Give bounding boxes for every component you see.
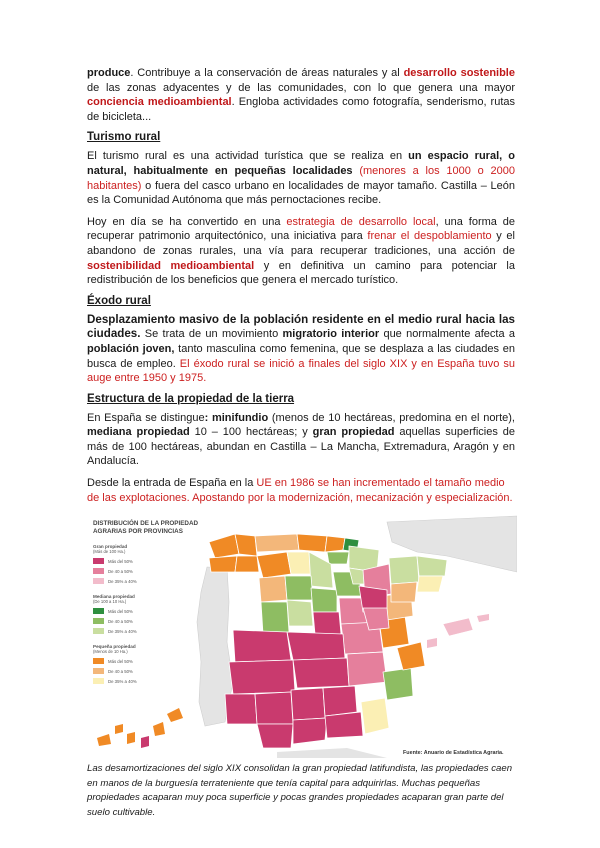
highlight-ue-1986: UE en 1986 se han incrementado el tamaño medio de las explotaciones. Apostando por la modernización, mecanización y especialización.: [87, 477, 513, 504]
province-pontevedra: [209, 556, 237, 572]
legend-label: Más del 50%: [108, 559, 133, 565]
legend-swatch: [93, 558, 104, 564]
province-palencia: [287, 552, 311, 574]
text-bold: población joven,: [87, 342, 175, 355]
text-span: que normalmente afecta a: [379, 328, 516, 341]
map-title-line-1: DISTRIBUCIÓN DE LA PROPIEDAD: [93, 520, 199, 528]
map-title-line-2: AGRARIAS POR PROVINCIAS: [93, 528, 183, 536]
province-sevilla: [255, 692, 293, 724]
province-vizcaya: [325, 536, 345, 552]
legend-subheading: (De 100 a 10 Ha.): [93, 599, 127, 605]
text-span: Hoy en día se ha convertido en una: [87, 215, 287, 228]
province-badajoz: [229, 660, 295, 694]
province-leon: [257, 552, 291, 578]
province-cordoba: [291, 688, 325, 720]
paragraph-turismo-rural: [87, 149, 515, 207]
legend-label: De 40 a 50%: [108, 619, 133, 625]
map-caption: Las desamortizaciones del siglo XIX consolidan la gran propiedad latifundista, las propiedades caen en manos de la burguesía terrateniente que tenía capital para adquirirlas. Muchas pequeñas propiedades acaparan muy poca superficie y pocas grandes propiedades acaparan gran parte del suelo cultivable.: [87, 763, 513, 818]
heading-estructura-propiedad: Estructura de la propiedad de la tierra: [87, 392, 295, 405]
province-ciudad-real: [293, 658, 349, 688]
highlight-conciencia-medioambiental: conciencia medioambiental: [87, 96, 232, 109]
text-span: Desde la entrada de España en la: [87, 477, 257, 490]
text-span: 10 – 100 hectáreas; y: [189, 426, 313, 439]
province-murcia: [383, 668, 413, 700]
legend-heading: Pequeña propiedad: [93, 644, 136, 650]
highlight-sostenibilidad: sostenibilidad medioambiental: [87, 259, 255, 272]
province-madrid: [313, 612, 341, 634]
legend-swatch: [93, 668, 104, 674]
province-almeria: [361, 698, 389, 734]
province-asturias: [255, 534, 299, 552]
paragraph-ecoturismo: [87, 66, 515, 124]
text-bold: un espacio rural, o natural, habitualmente en pequeñas localidades: [87, 150, 515, 177]
legend-label: Más del 50%: [108, 609, 133, 615]
province-toledo: [287, 632, 345, 660]
paragraph-ue: [87, 476, 515, 505]
text-span: En España se distingue: [87, 411, 205, 424]
highlight-despoblamiento: frenar el despoblamiento: [367, 230, 492, 243]
text-bold: migratorio interior: [282, 328, 380, 341]
property-distribution-map: [87, 512, 517, 758]
canary-island: [141, 736, 149, 748]
canary-island: [127, 732, 135, 744]
province-salamanca: [261, 602, 289, 634]
text-span: El turismo rural es una actividad turística que se realiza en: [87, 150, 409, 163]
legend-label: De 35% a 40%: [108, 579, 137, 585]
highlight-desarrollo-sostenible: desarrollo sostenible: [403, 67, 515, 79]
text-span: aquellas superficies de más de 100 hectáreas, abundan en Castilla – La Mancha, Extremadura, Aragón y en Andalucía.: [87, 426, 515, 468]
legend-label: De 40 a 50%: [108, 669, 133, 675]
text-span: (menos de 10 hectáreas, predomina en el norte),: [268, 411, 515, 424]
province-segovia: [311, 588, 337, 612]
paragraph-estrategia: [87, 215, 515, 288]
map-source: Fuente: Anuario de Estadística Agraria.: [403, 750, 504, 757]
text-bold: gran propiedad: [312, 426, 395, 439]
heading-turismo-rural: Turismo rural: [87, 131, 161, 144]
text-span: tanto masculina como femenina, que se desplaza a las ciudades en busca de empleo.: [87, 342, 515, 370]
highlight-exodo-fechas: El éxodo rural se inició a finales del siglo XIX y en España tuvo su auge entre 1950 y 1975.: [87, 357, 515, 385]
legend-subheading: (Más de 100 Ha.): [93, 549, 126, 555]
document-page: [87, 66, 515, 827]
paragraph-exodo: [87, 313, 515, 386]
text-span: y en definitiva un camino para potenciar la redistribución de los beneficios que genera el mercado turístico.: [87, 259, 515, 287]
province-caceres: [233, 630, 291, 662]
province-cadiz: [257, 724, 293, 748]
legend-label: De 35% a 40%: [108, 629, 137, 635]
highlight-estrategia: estrategia de desarrollo local: [286, 215, 436, 228]
province-cantabria: [297, 534, 327, 552]
province-lleida: [389, 556, 419, 584]
highlight-habitantes: (menores a los 1000 o 2000 habitantes): [87, 164, 516, 192]
legend-swatch: [93, 568, 104, 574]
paragraph-propiedad: [87, 411, 515, 469]
legend-swatch: [93, 678, 104, 684]
text-span: y el abandono de zonas rurales, una vía para recuperar tradiciones, una acción de: [87, 230, 515, 257]
legend-heading: Gran propiedad: [93, 544, 128, 550]
legend-label: Más del 50%: [108, 659, 133, 665]
province-huelva: [225, 694, 257, 724]
text-span: . Contribuye a la conservación de áreas naturales y al: [130, 67, 404, 79]
province-granada: [325, 712, 363, 738]
legend-heading: Mediana propiedad: [93, 594, 135, 600]
province-valladolid: [285, 576, 313, 600]
legend-label: De 35% a 40%: [108, 679, 137, 685]
text-span: o fuera del casco urbano en localidades de mayor tamaño. Castilla – León es la Comunidad Autónoma que más pernoctaciones recibe.: [87, 179, 515, 207]
province-zamora: [259, 576, 287, 602]
province-avila: [287, 600, 313, 626]
legend-swatch: [93, 578, 104, 584]
text-bold: : minifundio: [204, 411, 269, 424]
text-span: . Engloba actividades como fotografía, senderismo, rutas de bicicleta...: [87, 96, 515, 123]
legend-swatch: [93, 628, 104, 634]
province-girona: [417, 556, 447, 576]
province-alava: [327, 552, 349, 564]
text-bold: Desplazamiento masivo de la población residente en el medio rural hacia las ciudades.: [87, 312, 515, 341]
province-barcelona: [417, 576, 443, 592]
legend-subheading: (Menos de 10 Ha.): [93, 649, 128, 655]
legend-swatch: [93, 658, 104, 664]
province-jaen: [323, 686, 357, 716]
province-ourense: [235, 556, 259, 572]
text-span: de las zonas adyacentes y de las comunidades, con lo que genera una mayor: [87, 81, 515, 94]
map-svg: [87, 512, 517, 758]
text-span: Se trata de un movimiento: [140, 328, 283, 341]
province-malaga: [293, 718, 327, 744]
text-span: , una forma de recuperar patrimonio arquitectónico, una iniciativa para: [87, 215, 516, 243]
text-bold: mediana propiedad: [87, 426, 190, 439]
province-tarragona: [391, 582, 417, 602]
legend-swatch: [93, 618, 104, 624]
legend-label: De 40 a 50%: [108, 569, 133, 575]
legend-swatch: [93, 608, 104, 614]
heading-exodo-rural: Éxodo rural: [87, 294, 151, 307]
province-albacete: [347, 652, 387, 686]
text-bold: produce: [87, 67, 131, 79]
